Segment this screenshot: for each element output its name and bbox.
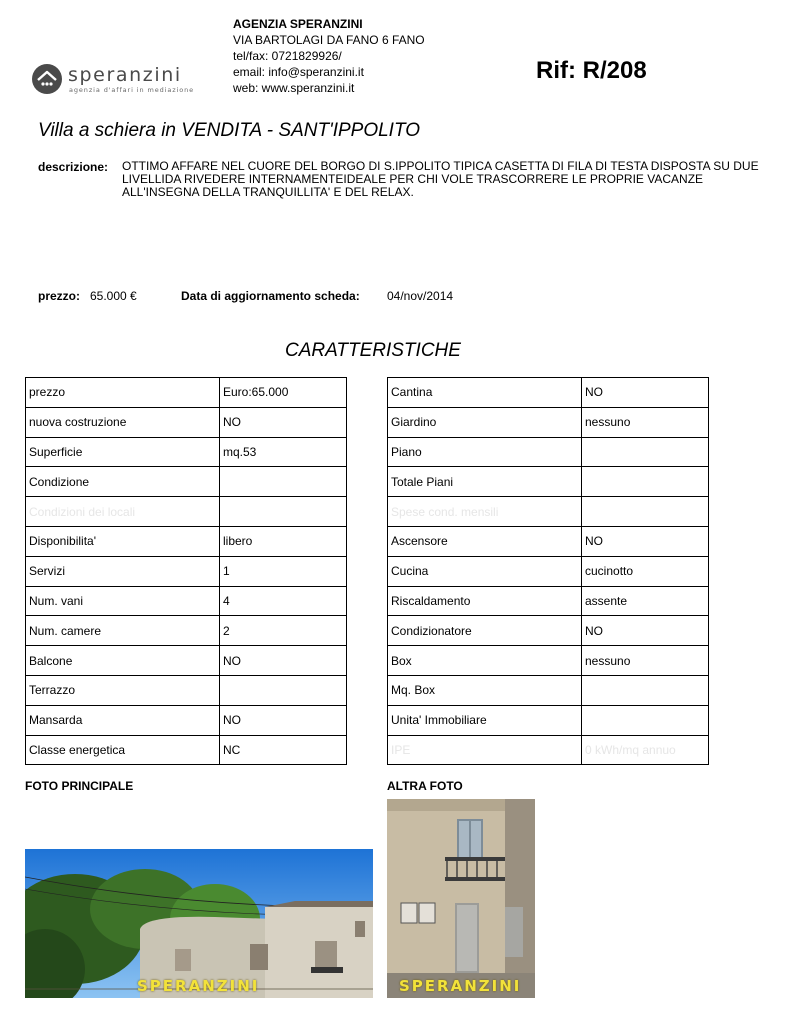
table-row xyxy=(26,735,347,765)
house-logo-icon xyxy=(32,64,62,94)
table-row xyxy=(388,407,709,437)
field-name: Condizionatore xyxy=(388,616,582,646)
main-photo[interactable] xyxy=(25,849,373,998)
price-label: prezzo: xyxy=(38,289,80,303)
table-row xyxy=(26,705,347,735)
agency-address: VIA BARTOLAGI DA FANO 6 FANO xyxy=(233,33,425,47)
table-row xyxy=(388,735,709,765)
field-value: NO xyxy=(220,407,347,437)
field-name: Riscaldamento xyxy=(388,586,582,616)
field-name: Superficie xyxy=(26,437,220,467)
table-row xyxy=(388,705,709,735)
field-value: 0 kWh/mq annuo xyxy=(582,735,709,765)
field-value: NO xyxy=(220,646,347,676)
field-name: Condizioni dei locali xyxy=(26,497,220,527)
other-photo-label: ALTRA FOTO xyxy=(387,779,463,793)
field-name: Cantina xyxy=(388,378,582,408)
field-value: NO xyxy=(582,378,709,408)
field-name: Classe energetica xyxy=(26,735,220,765)
description-label: descrizione: xyxy=(38,160,109,174)
house-exterior-photo xyxy=(25,849,373,998)
table-row xyxy=(388,646,709,676)
description-text: OTTIMO AFFARE NEL CUORE DEL BORGO DI S.IPPOLITO TIPICA CASETTA DI FILA DI TESTA DISPOSTA SU DUE LIVELLIDA RIVEDERE INTERNAMENTEIDEALE PER CHI VOLE TRASCORRERE LE PROPRIE VACANZE ALL'INSEGNA DELLA TRANQUILLITA' E DEL RELAX. xyxy=(122,159,759,199)
field-value: 2 xyxy=(220,616,347,646)
field-value xyxy=(582,467,709,497)
table-row xyxy=(388,586,709,616)
field-value: NO xyxy=(582,526,709,556)
field-name: Balcone xyxy=(26,646,220,676)
characteristics-table-right xyxy=(387,377,709,765)
field-value xyxy=(582,497,709,527)
field-name: Mansarda xyxy=(26,705,220,735)
field-value xyxy=(220,675,347,705)
field-value xyxy=(582,437,709,467)
field-value xyxy=(220,497,347,527)
field-name: Box xyxy=(388,646,582,676)
field-value xyxy=(582,675,709,705)
table-row xyxy=(388,556,709,586)
table-row xyxy=(388,467,709,497)
table-row xyxy=(388,378,709,408)
field-name: Num. camere xyxy=(26,616,220,646)
agency-contact xyxy=(233,16,425,96)
field-name: Num. vani xyxy=(26,586,220,616)
field-name: Servizi xyxy=(26,556,220,586)
agency-website[interactable]: web: www.speranzini.it xyxy=(233,81,355,95)
field-value: NO xyxy=(220,705,347,735)
table-row xyxy=(388,526,709,556)
table-row xyxy=(26,526,347,556)
field-name: Condizione xyxy=(26,467,220,497)
table-row xyxy=(26,407,347,437)
table-row xyxy=(26,467,347,497)
reference-code: Rif: R/208 xyxy=(536,57,647,84)
characteristics-table-left xyxy=(25,377,347,765)
update-date-value: 04/nov/2014 xyxy=(387,289,454,303)
field-name: Cucina xyxy=(388,556,582,586)
field-name: Spese cond. mensili xyxy=(388,497,582,527)
field-name: IPE xyxy=(388,735,582,765)
field-value: libero xyxy=(220,526,347,556)
house-facade-photo xyxy=(387,799,535,998)
logo-tagline: agenzia d'affari in mediazione xyxy=(69,86,195,94)
table-row xyxy=(26,616,347,646)
other-photo[interactable] xyxy=(387,799,535,998)
field-name: Ascensore xyxy=(388,526,582,556)
field-value xyxy=(220,467,347,497)
field-value: nessuno xyxy=(582,407,709,437)
listing-title: Villa a schiera in VENDITA - SANT'IPPOLITO xyxy=(38,120,420,141)
main-photo-label: FOTO PRINCIPALE xyxy=(25,779,134,793)
price-value: 65.000 € xyxy=(90,289,137,303)
field-name: Unita' Immobiliare xyxy=(388,705,582,735)
field-value: cucinotto xyxy=(582,556,709,586)
field-name: Disponibilita' xyxy=(26,526,220,556)
table-row xyxy=(388,616,709,646)
field-name: Totale Piani xyxy=(388,467,582,497)
photo-watermark: SPERANZINI xyxy=(137,977,260,995)
table-row xyxy=(388,437,709,467)
field-name: Terrazzo xyxy=(26,675,220,705)
logo-wordmark: speranzini xyxy=(68,64,182,86)
table-row xyxy=(26,437,347,467)
field-name: prezzo xyxy=(26,378,220,408)
characteristics-heading: CARATTERISTICHE xyxy=(285,340,461,361)
photo-watermark: SPERANZINI xyxy=(399,977,522,995)
field-name: Mq. Box xyxy=(388,675,582,705)
table-row xyxy=(388,675,709,705)
field-value: mq.53 xyxy=(220,437,347,467)
field-value: 1 xyxy=(220,556,347,586)
table-row xyxy=(26,556,347,586)
table-row xyxy=(26,497,347,527)
field-value: assente xyxy=(582,586,709,616)
field-value: Euro:65.000 xyxy=(220,378,347,408)
field-name: nuova costruzione xyxy=(26,407,220,437)
field-name: Piano xyxy=(388,437,582,467)
field-value: NO xyxy=(582,616,709,646)
field-value: nessuno xyxy=(582,646,709,676)
table-row xyxy=(26,675,347,705)
table-row xyxy=(388,497,709,527)
agency-email[interactable]: email: info@speranzini.it xyxy=(233,65,364,79)
field-value xyxy=(582,705,709,735)
field-value: 4 xyxy=(220,586,347,616)
field-value: NC xyxy=(220,735,347,765)
table-row xyxy=(26,646,347,676)
agency-phone: tel/fax: 0721829926/ xyxy=(233,49,342,63)
agency-logo xyxy=(32,62,202,98)
agency-name: AGENZIA SPERANZINI xyxy=(233,17,363,31)
field-name: Giardino xyxy=(388,407,582,437)
update-date-label: Data di aggiornamento scheda: xyxy=(181,289,360,303)
table-row xyxy=(26,378,347,408)
table-row xyxy=(26,586,347,616)
